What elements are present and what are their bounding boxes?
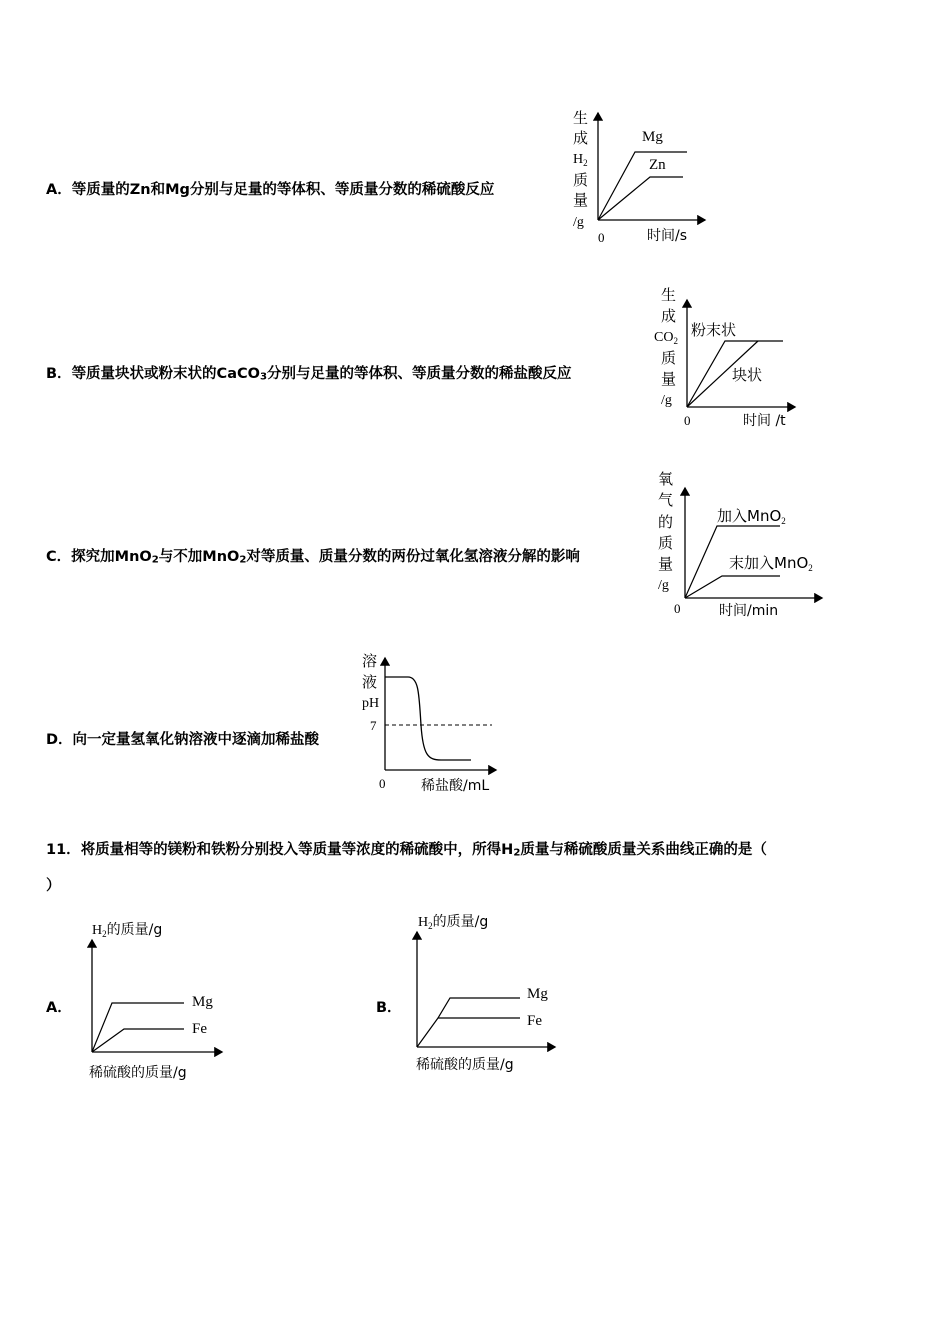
question-number: 11． [46,842,81,858]
x-axis-label: 时间 /t [743,413,786,429]
x-axis-label: 稀盐酸/mL [421,778,490,794]
y-axis-label: $H_2$的质量/g [92,922,163,939]
ylabel-unit: /g [573,215,584,230]
series-label-mg: Mg [192,994,213,1010]
series-without-mno2-line [685,576,780,598]
q11-figure-a [82,912,232,1092]
svg-text:氧: 氧 [658,470,674,488]
question-11: 11．将质量相等的镁粉和铁粉分别投入等质量等浓度的稀硫酸中，所得$H_2$质量与稀硫酸质量关系曲线正确的是（ [46,842,767,859]
series-ph-curve [385,677,471,760]
option-a [46,178,494,199]
svg-text:气: 气 [658,491,674,509]
svg-text:的: 的 [658,513,674,531]
svg-text:溶: 溶 [362,652,378,670]
series-label-mg: Mg [642,129,663,145]
option-label: D． [46,732,73,748]
ylabel-h: $H_2$ [573,152,588,168]
series-fe-line [417,1018,520,1047]
origin-label: 0 [598,230,605,245]
option-label: A． [46,182,72,198]
series-zn-line [598,177,683,220]
series-mg-line [438,998,520,1018]
ylabel-char: 生 [573,109,589,127]
origin-label: 0 [674,601,681,616]
option-c: C．探究加MnO$_2$与不加MnO$_2$对等质量、质量分数的两份过氧化氢溶液分解的影响 [46,549,580,566]
svg-text:pH: pH [362,696,380,711]
x-axis-label: 稀硫酸的质量/g [89,1065,187,1081]
x-axis-label: 时间/s [647,228,688,244]
option-label: B． [46,366,72,382]
x-axis-label: 稀硫酸的质量/g [416,1057,514,1073]
svg-text:质: 质 [661,349,677,367]
ylabel-co2: $CO_2$ [654,330,678,346]
svg-text:液: 液 [362,673,378,691]
origin-label: 0 [684,413,691,428]
option-b: B．等质量块状或粉末状的CaCO$_3$分别与足量的等体积、等质量分数的稀盐酸反应 [46,366,572,383]
series-label-block: 块状 [732,366,763,384]
series-label-without: 末加入MnO$_2$ [729,554,813,573]
series-mg-line [598,152,687,220]
option-label: C． [46,549,72,565]
series-label-zn: Zn [649,157,666,173]
x-axis-label: 时间/min [719,603,779,619]
svg-text:量: 量 [658,555,674,573]
y-axis-label: $H_2$的质量/g [418,914,489,931]
series-fe-line [92,1029,184,1052]
figure-a [565,105,715,255]
svg-text:生: 生 [661,286,677,304]
figure-d [356,650,516,805]
figure-b [650,284,810,439]
svg-text:质: 质 [658,534,674,552]
q11-option-a-label: A． [46,1000,72,1016]
ylabel-char: 量 [573,191,589,209]
svg-text:成: 成 [661,307,677,325]
q11-figure-b [405,905,565,1085]
series-label-fe: Fe [192,1021,207,1037]
svg-text:/g: /g [658,578,669,593]
series-mg-line [92,1003,184,1052]
tick-7: 7 [370,718,377,733]
svg-text:/g: /g [661,393,672,408]
q11-option-b-label: B． [376,1000,402,1016]
figure-c [652,468,837,628]
series-label-with: 加入MnO$_2$ [717,507,786,526]
series-label-mg: Mg [527,986,548,1002]
svg-text:量: 量 [661,370,677,388]
ylabel-char: 成 [573,129,589,147]
option-text: 等质量的Zn和Mg分别与足量的等体积、等质量分数的稀硫酸反应 [71,182,495,198]
series-label-fe: Fe [527,1013,542,1029]
series-label-powder: 粉末状 [691,321,737,339]
question-11-paren: ） [46,878,61,894]
ylabel-char: 质 [573,171,589,189]
option-d: D．向一定量氢氧化钠溶液中逐滴加稀盐酸 [46,732,320,748]
origin-label: 0 [379,776,386,791]
